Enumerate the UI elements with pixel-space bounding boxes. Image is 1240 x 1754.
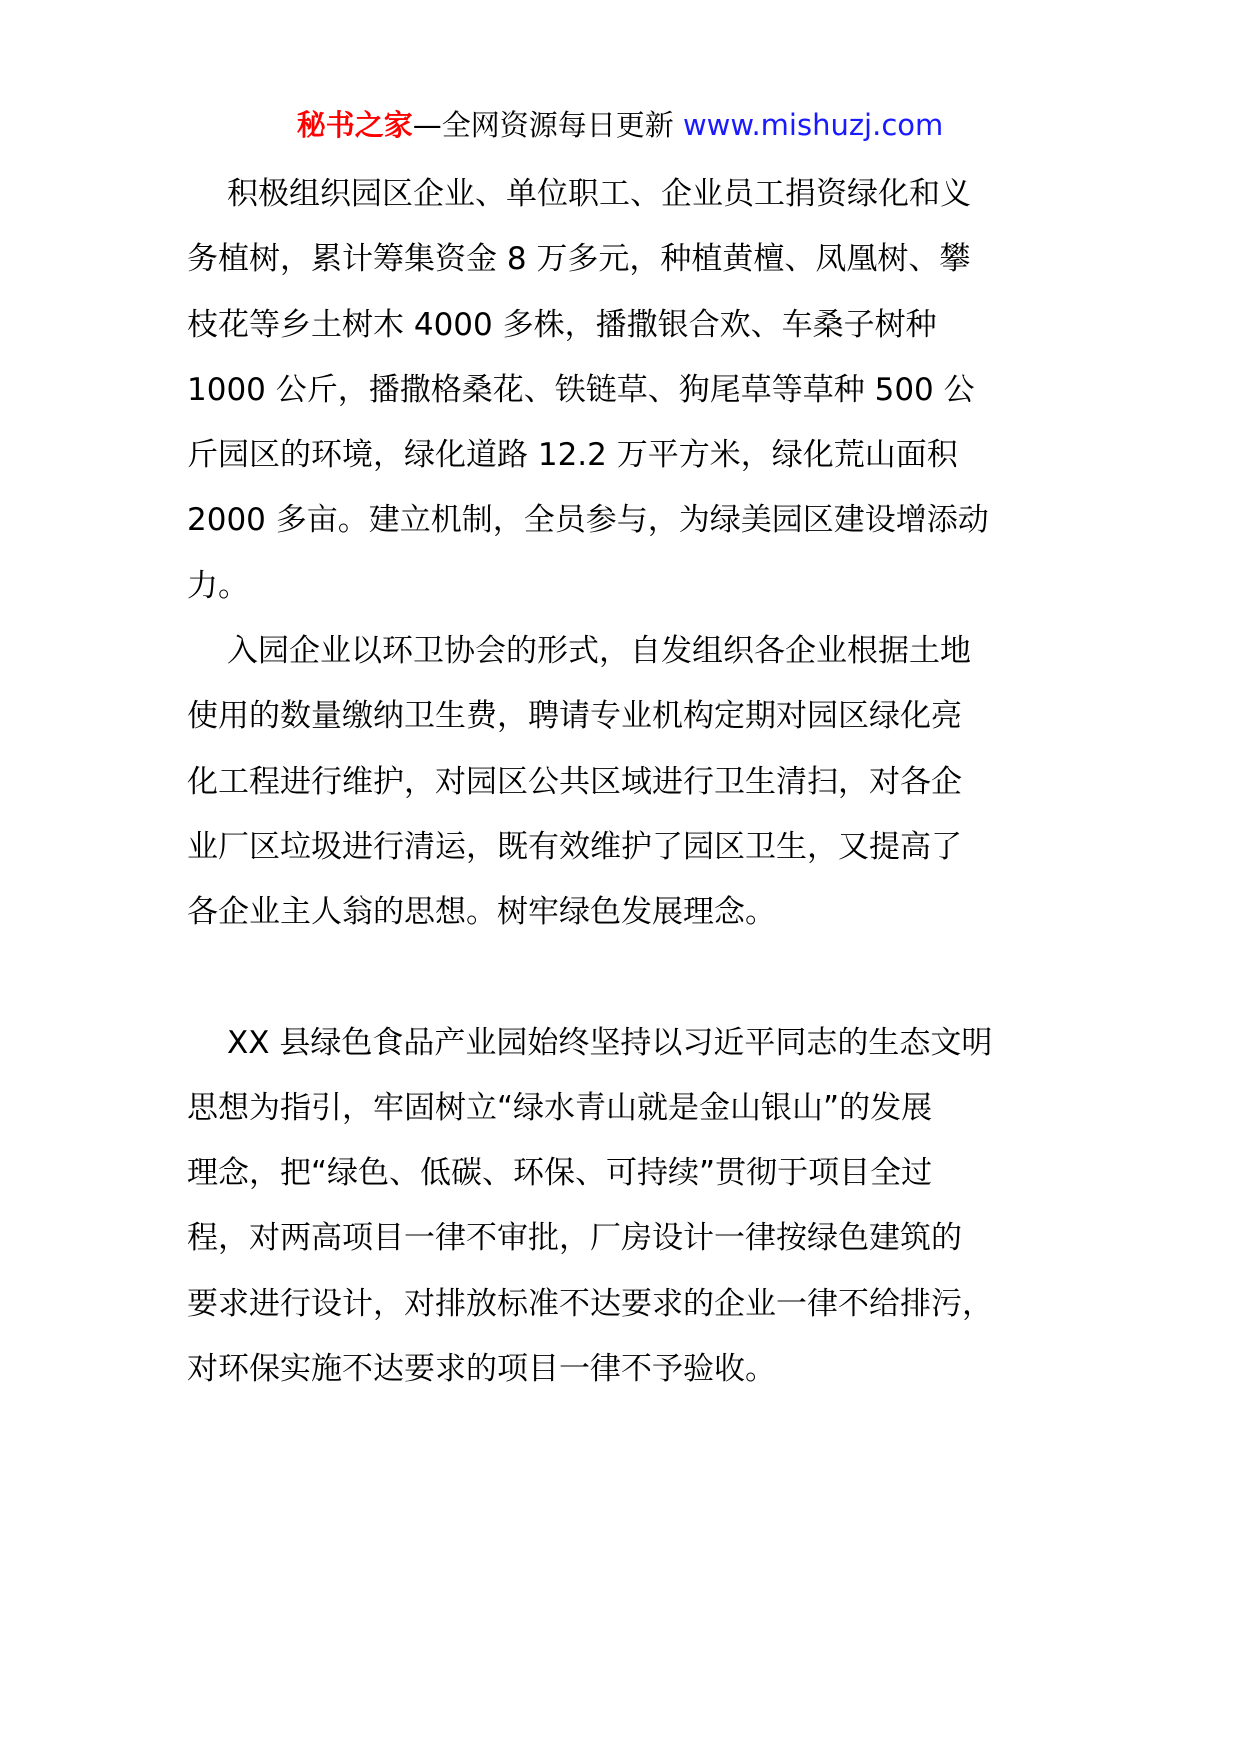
paragraph-line: 化工程进行维护，对园区公共区域进行卫生清扫，对各企 xyxy=(187,763,962,800)
paragraph-line: 力。 xyxy=(187,567,249,604)
paragraph-line: 业厂区垃圾进行清运，既有效维护了园区卫生，又提高了 xyxy=(187,828,962,865)
paragraph-line: 程，对两高项目一律不审批，厂房设计一律按绿色建筑的 xyxy=(187,1220,962,1257)
paragraph-line: 入园企业以环卫协会的形式，自发组织各企业根据土地 xyxy=(227,633,971,670)
paragraph-spacer xyxy=(187,946,1067,1011)
paragraph-line: 使用的数量缴纳卫生费，聘请专业机构定期对园区绿化亮 xyxy=(187,698,962,735)
paragraph-line: 理念，把“绿色、低碳、环保、可持续”贯彻于项目全过 xyxy=(187,1155,933,1192)
paragraph-2 xyxy=(187,619,1067,945)
paragraph-line: 思想为指引，牢固树立“绿水青山就是金山银山”的发展 xyxy=(187,1089,933,1126)
paragraph-line: XX 县绿色食品产业园始终坚持以习近平同志的生态文明 xyxy=(227,1024,993,1061)
paragraph-line: 2000 多亩。建立机制，全员参与，为绿美园区建设增添动 xyxy=(187,502,989,539)
paragraph-line: 枝花等乡土树木 4000 多株，播撒银合欢、车桑子树种 xyxy=(187,306,937,343)
paragraph-line: 斤园区的环境，绿化道路 12.2 万平方米，绿化荒山面积 xyxy=(187,437,958,474)
paragraph-1 xyxy=(187,162,1067,619)
paragraph-line: 对环保实施不达要求的项目一律不予验收。 xyxy=(187,1351,776,1388)
brand-name: 秘书之家 xyxy=(296,108,413,142)
paragraph-line: 务植树，累计筹集资金 8 万多元，种植黄檀、凤凰树、攀 xyxy=(187,241,971,278)
site-header xyxy=(0,100,1240,150)
paragraph-3 xyxy=(187,1011,1067,1403)
document-body xyxy=(187,162,1067,1402)
header-tagline: —全网资源每日更新 xyxy=(412,108,683,142)
site-url-link[interactable]: www.mishuzj.com xyxy=(682,108,944,142)
paragraph-line: 各企业主人翁的思想。树牢绿色发展理念。 xyxy=(187,894,776,931)
paragraph-line: 要求进行设计，对排放标准不达要求的企业一律不给排污， xyxy=(187,1285,993,1322)
paragraph-line: 积极组织园区企业、单位职工、企业员工捐资绿化和义 xyxy=(227,176,971,212)
paragraph-line: 1000 公斤，播撒格桑花、铁链草、狗尾草等草种 500 公 xyxy=(187,371,975,408)
